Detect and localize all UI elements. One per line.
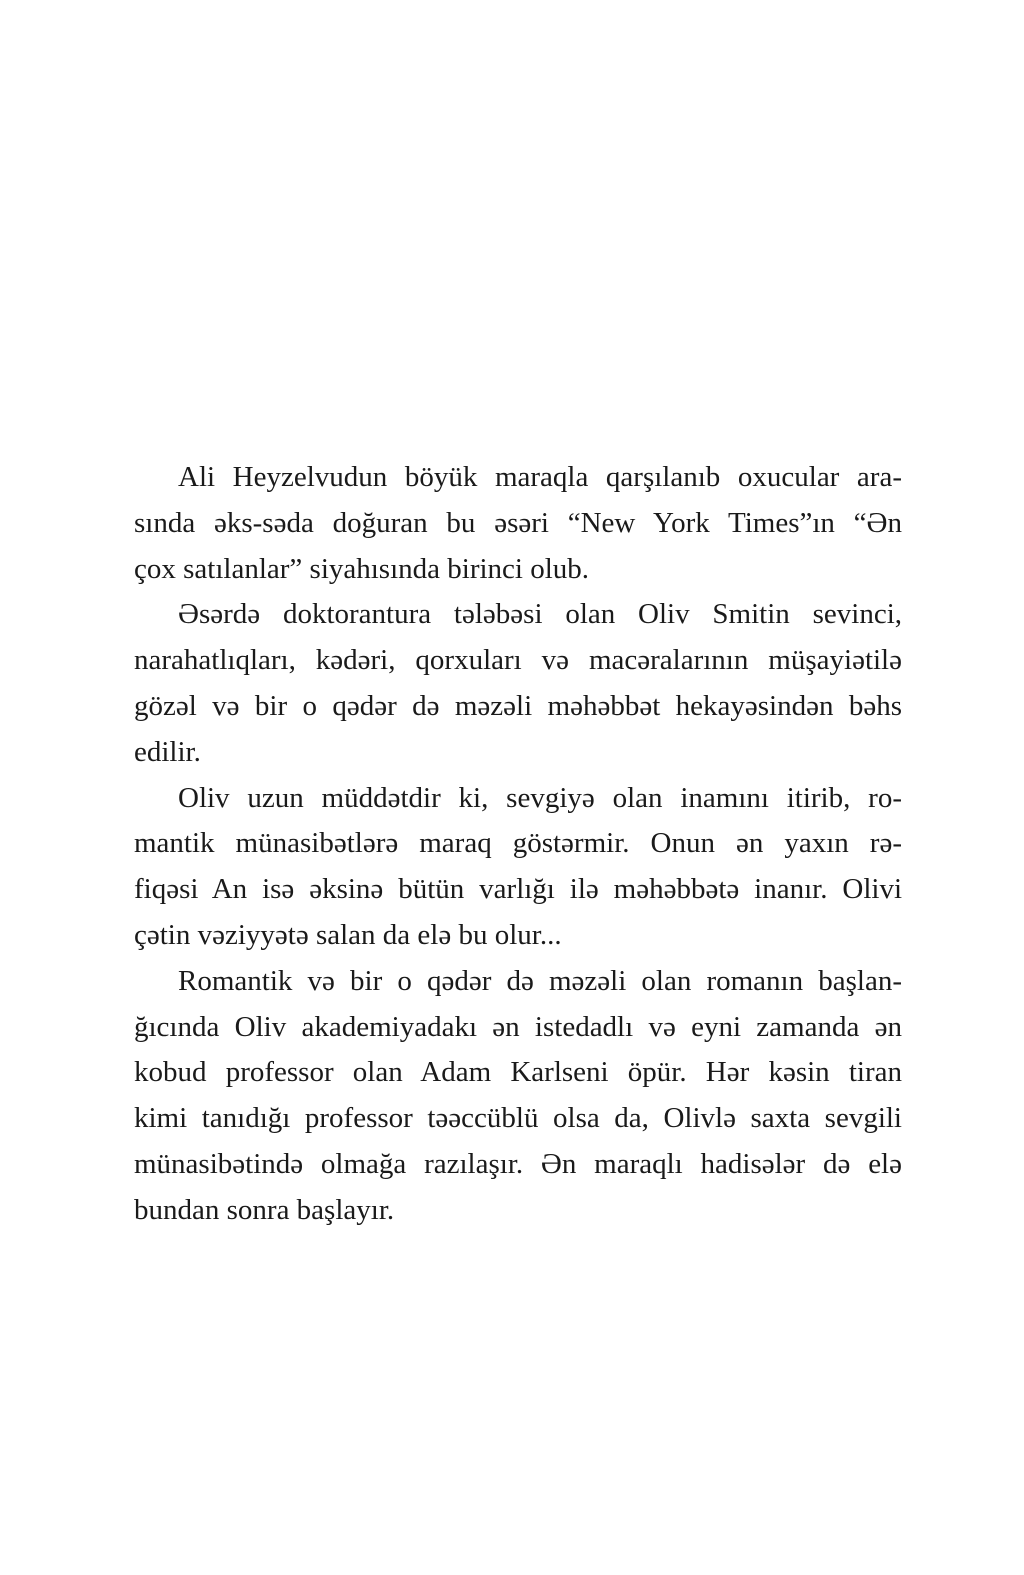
text-line: bundan sonra başlayır. xyxy=(134,1193,395,1226)
text-line: edilir. xyxy=(134,735,201,768)
text-line: Ali Heyzelvudun böyük maraqla qarşılanıb oxucular ara- xyxy=(178,461,902,493)
text-line: fiqəsi An isə əksinə bütün varlığı ilə məhəbbətə inanır. Olivi xyxy=(134,873,902,906)
paragraph-2 xyxy=(134,592,902,775)
text-line: çətin vəziyyətə salan da elə bu olur... xyxy=(134,918,562,951)
text-line: gözəl və bir o qədər də məzəli məhəbbət hekayəsindən bəhs xyxy=(134,689,902,722)
text-line: sında əks-səda doğuran bu əsəri “New York Times”ın “Ən xyxy=(134,506,902,539)
text-line: kimi tanıdığı professor təəccüblü olsa da, Olivlə saxta sevgili xyxy=(134,1102,902,1135)
text-line: ğıcında Oliv akademiyadakı ən istedadlı və eyni zamanda ən xyxy=(134,1010,902,1043)
text-line: Romantik və bir o qədər də məzəli olan romanın başlan- xyxy=(178,964,902,997)
text-line: kobud professor olan Adam Karlseni öpür. Hər kəsin tiran xyxy=(134,1056,902,1089)
paragraph-1 xyxy=(134,455,902,592)
text-line: narahatlıqları, kədəri, qorxuları və macəralarının müşayiətilə xyxy=(134,644,902,677)
text-line: Oliv uzun müddətdir ki, sevgiyə olan inamını itirib, ro- xyxy=(178,781,902,814)
text-line: çox satılanlar” siyahısında birinci olub. xyxy=(134,552,590,585)
text-line: Əsərdə doktorantura tələbəsi olan Oliv Smitin sevinci, xyxy=(178,598,902,631)
paragraph-4 xyxy=(134,959,902,1234)
body-text xyxy=(134,455,902,1234)
text-line: münasibətində olmağa razılaşır. Ən maraqlı hadisələr də elə xyxy=(134,1147,902,1180)
text-line: mantik münasibətlərə maraq göstərmir. Onun ən yaxın rə- xyxy=(134,827,902,860)
paragraph-3 xyxy=(134,776,902,959)
